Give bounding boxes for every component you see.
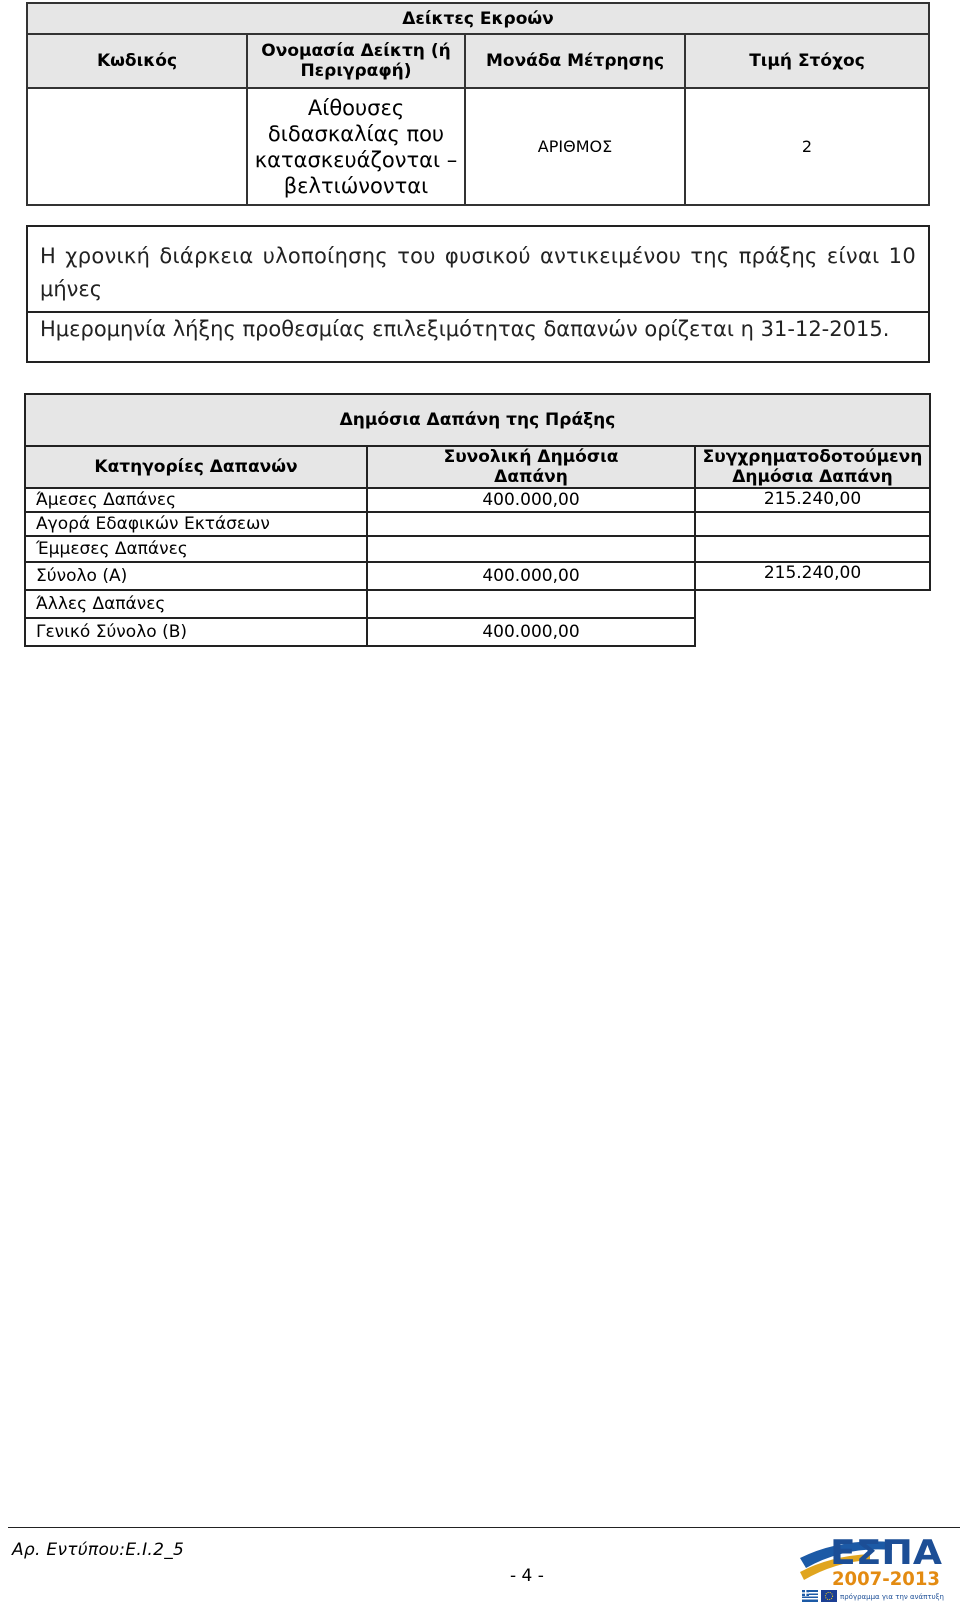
header-indicator-name: Ονομασία Δείκτη (ή Περιγραφή) <box>247 34 465 88</box>
row-total: 400.000,00 <box>367 488 695 512</box>
row-cofinanced <box>695 536 930 562</box>
row-total: 400.000,00 <box>367 618 695 646</box>
espa-logo <box>800 1528 948 1606</box>
row-cofinanced: 215.240,00 <box>695 562 930 590</box>
indicator-code <box>27 88 247 205</box>
header-cofinanced: Συγχρηματοδοτούμενη Δημόσια Δαπάνη <box>695 446 930 488</box>
row-category: Άμεσες Δαπάνες <box>25 488 367 512</box>
output-indicators-table <box>26 2 930 206</box>
header-code: Κωδικός <box>27 34 247 88</box>
header-unit: Μονάδα Μέτρησης <box>465 34 685 88</box>
row-category: Έμμεσες Δαπάνες <box>25 536 367 562</box>
indicators-title: Δείκτες Εκροών <box>27 3 929 34</box>
expenditure-title: Δημόσια Δαπάνη της Πράξης <box>25 394 930 446</box>
row-category: Άλλες Δαπάνες <box>25 590 367 618</box>
indicator-name: Αίθουσες διδασκαλίας που κατασκευάζονται – βελτιώνονται <box>247 88 465 205</box>
greek-flag-icon <box>802 1590 818 1602</box>
duration-text: Η χρονική διάρκεια υλοποίησης του φυσικού αντικειμένου της πράξης είναι 10 <box>40 244 916 268</box>
deadline-text: Ημερομηνία λήξης προθεσμίας επιλεξιμότητας δαπανών ορίζεται η 31-12-2015. <box>40 317 890 341</box>
indicator-unit: ΑΡΙΘΜΟΣ <box>465 88 685 205</box>
row-total <box>367 536 695 562</box>
table-row <box>25 512 930 536</box>
logo-tagline: πρόγραμμα για την ανάπτυξη <box>840 1593 944 1601</box>
header-target: Τιμή Στόχος <box>685 34 929 88</box>
row-total <box>367 512 695 536</box>
page-number: - 4 - <box>510 1566 544 1586</box>
row-category: Σύνολο (Α) <box>25 562 367 590</box>
table-row <box>25 590 930 618</box>
duration-unit-text: μήνες <box>40 277 103 301</box>
header-category: Κατηγορίες Δαπανών <box>25 446 367 488</box>
row-cofinanced <box>695 512 930 536</box>
logo-wordmark: ΕΣΠΑ <box>830 1533 943 1573</box>
table-row <box>25 488 930 512</box>
form-number: Αρ. Εντύπου:Ε.Ι.2_5 <box>12 1540 185 1560</box>
header-total: Συνολική Δημόσια Δαπάνη <box>367 446 695 488</box>
row-cofinanced: 215.240,00 <box>695 488 930 512</box>
row-category: Γενικό Σύνολο (Β) <box>25 618 367 646</box>
table-row <box>25 562 930 590</box>
table-row <box>25 536 930 562</box>
logo-years: 2007-2013 <box>832 1568 940 1590</box>
indicator-target: 2 <box>685 88 929 205</box>
row-total <box>367 590 695 618</box>
table-row <box>25 618 930 646</box>
duration-info-box <box>26 225 930 363</box>
public-expenditure-table <box>24 393 931 647</box>
eu-flag-icon <box>821 1590 837 1602</box>
row-total: 400.000,00 <box>367 562 695 590</box>
row-category: Αγορά Εδαφικών Εκτάσεων <box>25 512 367 536</box>
info-divider <box>28 311 928 313</box>
